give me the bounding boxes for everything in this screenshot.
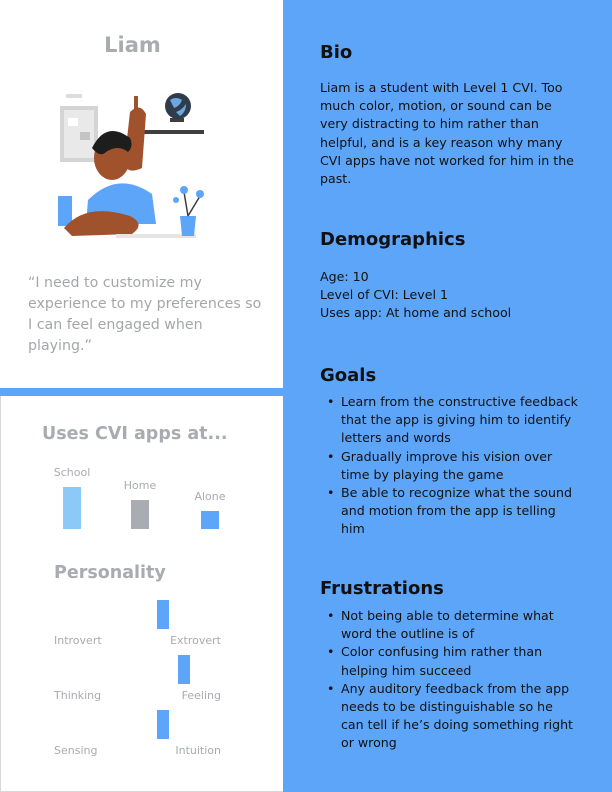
uses-apps-bar-alone bbox=[201, 511, 219, 529]
uses-apps-bar-school bbox=[63, 487, 81, 529]
list-item: • Not being able to determine what word the outline is of bbox=[324, 607, 579, 643]
bio-title: Bio bbox=[320, 42, 353, 63]
list-item: • Any auditory feedback from the app needs to be distinguishable so he can tell if he’s doing something right or wrong bbox=[324, 680, 579, 753]
demographics-title: Demographics bbox=[320, 229, 466, 250]
uses-apps-label-home: Home bbox=[123, 479, 157, 492]
personality-left-label: Introvert bbox=[54, 634, 102, 647]
personality-marker-introvert bbox=[157, 600, 169, 629]
monitor-stand bbox=[58, 196, 72, 226]
frustrations-list bbox=[324, 607, 579, 753]
personality-title: Personality bbox=[54, 563, 166, 583]
personality-marker-sensing bbox=[157, 710, 169, 739]
uses-apps-bar-home bbox=[131, 500, 149, 529]
personality-marker-thinking bbox=[178, 655, 190, 684]
personality-left-label: Sensing bbox=[54, 744, 98, 757]
student-illustration bbox=[52, 88, 212, 248]
vase bbox=[180, 216, 196, 236]
bio-text: Liam is a student with Level 1 CVI. Too much color, motion, or sound can be very distracting to him rather than helpful, and is a key reason why many CVI apps have not worked for him in the past. bbox=[320, 80, 574, 187]
list-item: • Be able to recognize what the sound and motion from the app is telling him bbox=[324, 484, 579, 539]
personality-right-label: Feeling bbox=[181, 689, 221, 702]
uses-apps-label-school: School bbox=[53, 466, 91, 479]
list-item: • Gradually improve his vision over time by playing the game bbox=[324, 448, 579, 484]
personality-right-label: Extrovert bbox=[170, 634, 221, 647]
demographics-lines bbox=[320, 268, 575, 323]
personality-left-label: Thinking bbox=[54, 689, 102, 702]
section-divider bbox=[0, 388, 283, 396]
goals-list bbox=[324, 393, 579, 539]
persona-name: Liam bbox=[104, 33, 161, 57]
demographics-uses-app: Uses app: At home and school bbox=[320, 305, 512, 321]
personality-right-label: Intuition bbox=[175, 744, 221, 757]
shelf bbox=[136, 130, 204, 134]
uses-apps-title: Uses CVI apps at... bbox=[42, 424, 228, 444]
frustrations-title: Frustrations bbox=[320, 578, 444, 599]
demographics-age: Age: 10 bbox=[320, 269, 369, 284]
demographics-cvi-level: Level of CVI: Level 1 bbox=[320, 287, 449, 303]
uses-apps-label-alone: Alone bbox=[194, 490, 226, 503]
list-item: • Color confusing him rather than helping him succeed bbox=[324, 643, 579, 679]
goals-title: Goals bbox=[320, 365, 377, 386]
globe-icon bbox=[165, 93, 191, 119]
list-item: • Learn from the constructive feedback that the app is giving him to identify letters and words bbox=[324, 393, 579, 448]
persona-quote: “I need to customize my experience to my preferences so I can feel engaged when playing.” bbox=[28, 275, 262, 354]
